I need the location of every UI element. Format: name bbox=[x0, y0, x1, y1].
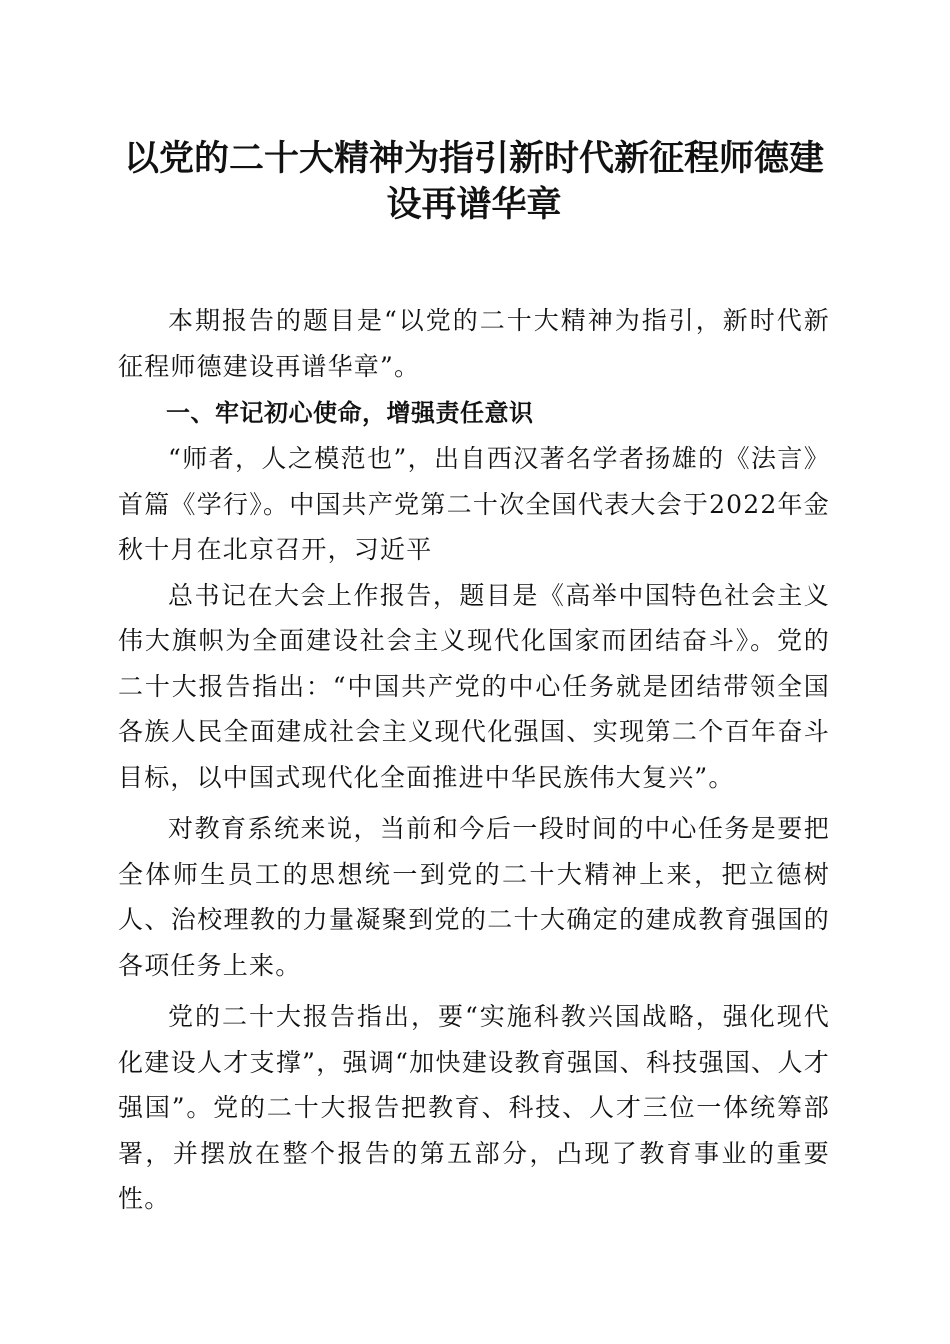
paragraph-intro: 本期报告的题目是“以党的二十大精神为指引，新时代新征程师德建设再谱华章”。 bbox=[118, 306, 830, 381]
paragraph-teacher-quote: “师者，人之模范也”，出自西汉著名学者扬雄的《法言》首篇《学行》。中国共产党第二十次全国代表大会于2022年金秋十月在北京召开，习近平 bbox=[118, 444, 830, 564]
paragraph-report-title: 总书记在大会上作报告，题目是《高举中国特色社会主义伟大旗帜为全面建设社会主义现代化国家而团结奋斗》。党的二十大报告指出：“中国共产党的中心任务就是团结带领全国各族人民全面建成社会主义现代化强国、实现第二个百年奋斗目标，以中国式现代化全面推进中华民族伟大复兴”。 bbox=[118, 580, 830, 792]
paragraph-science-education: 党的二十大报告指出，要“实施科教兴国战略，强化现代化建设人才支撑”，强调“加快建设教育强国、科技强国、人才强国”。党的二十大报告把教育、科技、人才三位一体统筹部署，并摆放在整个报告的第五部分，凸现了教育事业的重要性。 bbox=[118, 1002, 830, 1213]
document-body bbox=[118, 298, 830, 1222]
paragraph-education-system: 对教育系统来说，当前和今后一段时间的中心任务是要把全体师生员工的思想统一到党的二十大精神上来，把立德树人、治校理教的力量凝聚到党的二十大确定的建成教育强国的各项任务上来。 bbox=[118, 814, 830, 980]
document-page bbox=[118, 0, 830, 1222]
section-heading-1: 一、牢记初心使命，增强责任意识 bbox=[166, 399, 534, 427]
document-title: 以党的二十大精神为指引新时代新征程师德建设再谱华章 bbox=[123, 138, 824, 225]
